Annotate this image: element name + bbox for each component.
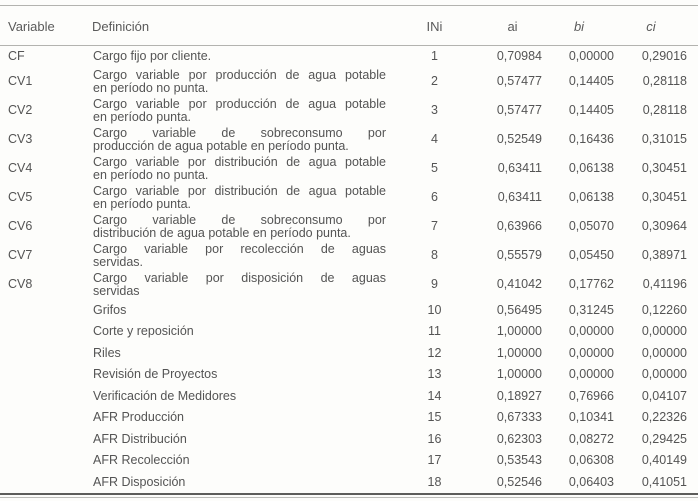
- cell-ai: 0,57477: [496, 103, 542, 118]
- cell-ci: 0,29016: [641, 49, 687, 63]
- cell-variable: [0, 321, 92, 343]
- cell-bi: 0,06138: [568, 161, 614, 176]
- col-header-ai: ai: [482, 6, 543, 46]
- definition-line: Corte y reposición: [93, 324, 194, 338]
- table-row: [0, 46, 698, 68]
- cell-definicion: [92, 386, 387, 408]
- cell-ai: 1,00000: [496, 345, 542, 360]
- cell-variable: CV6: [8, 219, 33, 234]
- table-row: [0, 321, 698, 343]
- cell-variable: [0, 429, 92, 451]
- table-bottom-rule: [0, 497, 698, 498]
- table-header-row: [0, 6, 698, 46]
- cell-bi: 0,31245: [568, 302, 614, 317]
- cell-bi: 0,06403: [568, 474, 614, 489]
- col-header-bi: bi: [543, 6, 615, 46]
- cell-definicion: [92, 343, 387, 365]
- cell-ai: 1,00000: [496, 324, 542, 338]
- cell-definicion: [92, 97, 387, 126]
- definition-line: Cargo variable por recolección de aguas: [93, 241, 386, 256]
- cell-ai: 0,62303: [496, 431, 542, 446]
- definition-line: servidas: [93, 284, 140, 298]
- table-row: [0, 242, 698, 271]
- cell-ini: 17: [427, 453, 442, 467]
- cell-ini: 15: [427, 410, 442, 424]
- table-row: [0, 386, 698, 408]
- definition-line: AFR Producción: [93, 410, 185, 424]
- cell-ini: 4: [431, 132, 438, 147]
- cell-definicion: [92, 184, 387, 213]
- cell-ci: 0,28118: [642, 103, 687, 118]
- cell-ini: 2: [431, 74, 438, 89]
- cell-variable: CV3: [8, 132, 33, 147]
- cell-ci: 0,31015: [641, 132, 687, 147]
- definition-line: Cargo variable por disposición de aguas: [93, 270, 386, 285]
- cell-bi: 0,06308: [568, 453, 614, 467]
- definition-line: Cargo fijo por cliente.: [93, 49, 212, 63]
- cell-ini: 11: [428, 324, 441, 338]
- cell-ini: 12: [427, 345, 442, 360]
- cell-variable: CV8: [8, 277, 33, 292]
- table-row: [0, 155, 698, 184]
- cell-ai: 1,00000: [496, 367, 542, 381]
- cell-bi: 0,00000: [568, 324, 614, 338]
- cell-variable: CV4: [8, 161, 33, 176]
- cell-ci: 0,00000: [641, 367, 687, 381]
- table-row: [0, 184, 698, 213]
- cell-ci: 0,30451: [641, 161, 687, 176]
- cell-ci: 0,41196: [642, 277, 687, 292]
- cell-bi: 0,00000: [568, 367, 614, 381]
- cell-variable: [0, 343, 92, 365]
- cell-ci: 0,00000: [641, 324, 687, 338]
- cell-ini: 1: [431, 49, 438, 63]
- cell-definicion: [92, 472, 387, 495]
- col-header-variable: Variable: [0, 6, 92, 46]
- cell-definicion: [92, 155, 387, 184]
- table-row: [0, 407, 698, 429]
- definition-line: en período punta.: [93, 197, 191, 211]
- table-row: [0, 364, 698, 386]
- cell-ai: 0,41042: [496, 277, 542, 292]
- cell-variable: CV7: [8, 248, 33, 263]
- cell-ini: 18: [427, 474, 442, 489]
- cell-bi: 0,14405: [568, 103, 614, 118]
- cell-definicion: [92, 213, 387, 242]
- definition-line: en período no punta.: [93, 168, 209, 182]
- table-row: [0, 472, 698, 495]
- cell-ini: 13: [427, 367, 442, 381]
- table-row: [0, 300, 698, 322]
- cell-ci: 0,04107: [641, 388, 687, 403]
- cell-definicion: [92, 271, 387, 300]
- definition-line: Verificación de Medidores: [93, 388, 237, 403]
- cell-variable: [0, 407, 92, 429]
- cell-bi: 0,05450: [568, 248, 614, 263]
- table-row: [0, 97, 698, 126]
- cell-ai: 0,67333: [496, 410, 542, 424]
- definition-line: distribución de agua potable en período punta.: [93, 226, 351, 240]
- cell-definicion: [92, 364, 387, 386]
- cell-variable: [0, 364, 92, 386]
- cell-ci: 0,00000: [641, 345, 687, 360]
- col-header-ci: ci: [615, 6, 698, 46]
- cell-ci: 0,40149: [641, 453, 687, 467]
- cell-ci: 0,38971: [641, 248, 687, 263]
- definition-line: servidas.: [93, 255, 144, 269]
- cell-ci: 0,12260: [641, 302, 687, 317]
- table-row: [0, 429, 698, 451]
- cell-ai: 0,63411: [497, 190, 542, 205]
- cell-variable: CF: [8, 49, 25, 63]
- cell-ci: 0,30964: [641, 219, 687, 234]
- cell-ini: 7: [431, 219, 438, 234]
- table-row: [0, 126, 698, 155]
- cell-variable: CV5: [8, 190, 33, 205]
- cell-ini: 9: [431, 277, 438, 292]
- cell-variable: [0, 386, 92, 408]
- definition-line: en período punta.: [93, 110, 191, 124]
- cell-ini: 5: [431, 161, 438, 176]
- definition-line: Grifos: [93, 302, 127, 317]
- cell-ini: 16: [427, 431, 442, 446]
- cell-bi: 0,00000: [568, 49, 614, 63]
- col-header-definicion: Definición: [92, 6, 387, 46]
- cell-ai: 0,53543: [496, 453, 542, 467]
- tariff-coefficients-table: [0, 5, 698, 495]
- definition-line: producción de agua potable en período punta.: [93, 139, 349, 153]
- table-row: [0, 213, 698, 242]
- cell-ai: 0,18927: [496, 388, 542, 403]
- definition-line: AFR Distribución: [93, 431, 187, 446]
- cell-variable: [0, 450, 92, 472]
- definition-line: Cargo variable de sobreconsumo por: [93, 125, 386, 140]
- cell-ai: 0,52549: [496, 132, 542, 147]
- cell-bi: 0,08272: [568, 431, 614, 446]
- cell-bi: 0,17762: [568, 277, 614, 292]
- cell-definicion: [92, 68, 387, 97]
- definition-line: AFR Disposición: [93, 474, 186, 489]
- col-header-ini: INi: [387, 6, 482, 46]
- definition-line: Cargo variable por distribución de agua potable: [93, 183, 386, 198]
- cell-ai: 0,56495: [496, 302, 542, 317]
- definition-line: Cargo variable de sobreconsumo por: [93, 212, 386, 227]
- table-row: [0, 271, 698, 300]
- cell-definicion: [92, 242, 387, 271]
- cell-bi: 0,00000: [568, 345, 614, 360]
- table-row: [0, 450, 698, 472]
- cell-ini: 6: [431, 190, 438, 205]
- cell-ci: 0,30451: [641, 190, 687, 205]
- table-row: [0, 68, 698, 97]
- cell-ini: 8: [431, 248, 438, 263]
- cell-ini: 3: [431, 103, 438, 118]
- cell-ci: 0,29425: [641, 431, 687, 446]
- cell-ci: 0,28118: [642, 74, 687, 89]
- definition-line: en período no punta.: [93, 81, 209, 95]
- cell-ai: 0,57477: [496, 74, 542, 89]
- cell-definicion: [92, 407, 387, 429]
- cell-definicion: [92, 429, 387, 451]
- cell-bi: 0,10341: [568, 410, 614, 424]
- cell-ci: 0,41051: [641, 474, 687, 489]
- cell-bi: 0,76966: [568, 388, 614, 403]
- cell-variable: [0, 300, 92, 322]
- cell-definicion: [92, 126, 387, 155]
- cell-definicion: [92, 46, 387, 68]
- definition-line: Cargo variable por distribución de agua potable: [93, 154, 386, 169]
- cell-ai: 0,70984: [496, 49, 542, 63]
- cell-variable: CV2: [8, 103, 33, 118]
- cell-bi: 0,06138: [568, 190, 614, 205]
- definition-line: Revisión de Proyectos: [93, 367, 218, 381]
- cell-ai: 0,55579: [496, 248, 542, 263]
- cell-variable: [0, 472, 92, 495]
- cell-ai: 0,63966: [496, 219, 542, 234]
- definition-line: AFR Recolección: [93, 453, 190, 467]
- cell-ini: 14: [427, 388, 442, 403]
- table-row: [0, 343, 698, 365]
- cell-definicion: [92, 321, 387, 343]
- cell-bi: 0,14405: [568, 74, 614, 89]
- cell-definicion: [92, 300, 387, 322]
- cell-ci: 0,22326: [641, 410, 687, 424]
- cell-bi: 0,16436: [568, 132, 614, 147]
- definition-line: Riles: [93, 345, 121, 360]
- definition-line: Cargo variable por producción de agua potable: [93, 96, 386, 111]
- definition-line: Cargo variable por producción de agua potable: [93, 67, 386, 82]
- cell-variable: CV1: [8, 74, 33, 89]
- cell-ai: 0,52546: [496, 474, 542, 489]
- cell-bi: 0,05070: [568, 219, 614, 234]
- cell-ai: 0,63411: [497, 161, 542, 176]
- cell-ini: 10: [427, 302, 442, 317]
- cell-definicion: [92, 450, 387, 472]
- table-body: [0, 46, 698, 495]
